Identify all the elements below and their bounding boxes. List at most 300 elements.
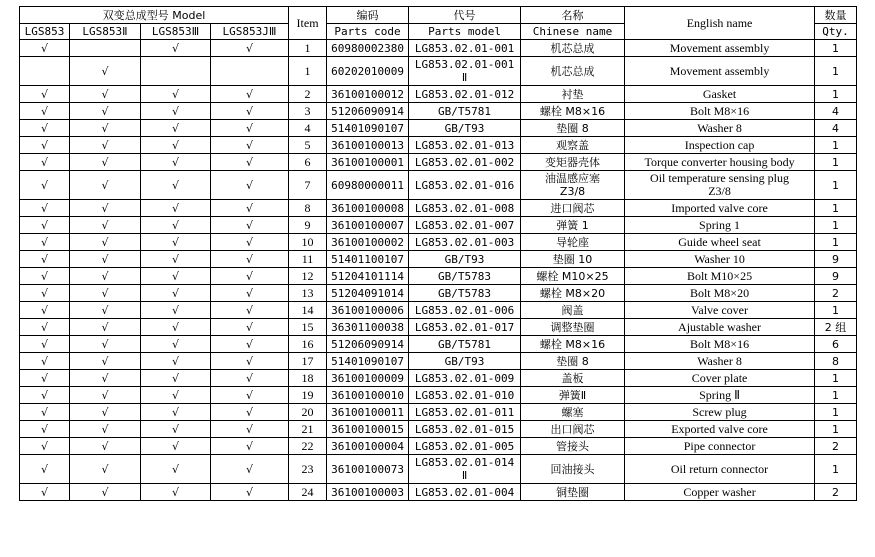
chinese-name (521, 86, 625, 103)
parts-rows (20, 40, 857, 501)
english-name (625, 40, 815, 57)
parts-model (409, 455, 521, 484)
chinese-name-line: 弹簧 1 (556, 218, 589, 232)
item-number: 1 (289, 57, 327, 86)
table-row (20, 302, 857, 319)
model-check-cell: √ (211, 171, 289, 200)
chinese-name (521, 171, 625, 200)
english-name (625, 353, 815, 370)
model-check-cell: √ (70, 268, 141, 285)
model-check-cell: √ (211, 103, 289, 120)
english-name (625, 171, 815, 200)
model-check-cell: √ (141, 421, 211, 438)
parts-code: 36100100013 (327, 137, 409, 154)
english-name-line: Spring 1 (699, 217, 741, 232)
english-name-line: Movement assembly (669, 40, 770, 55)
model-check-cell: √ (141, 251, 211, 268)
model-check-cell: √ (211, 404, 289, 421)
english-name-line: Torque converter housing body (644, 154, 795, 169)
model-check-cell: √ (141, 387, 211, 404)
chinese-name-line: 阀盖 (561, 303, 584, 317)
model-check-cell: √ (20, 171, 70, 200)
quantity: 1 (815, 302, 857, 319)
item-number: 17 (289, 353, 327, 370)
chinese-name (521, 484, 625, 501)
parts-model-suffix: Ⅱ (461, 71, 468, 84)
english-name (625, 268, 815, 285)
model-check-cell: √ (211, 353, 289, 370)
code-header-cn: 编码 (327, 7, 409, 24)
parts-model-line: GB/T93 (444, 121, 485, 135)
parts-model-line: LG853.02.01-010 (414, 388, 515, 402)
table-row (20, 438, 857, 455)
english-name-line: Oil temperature sensing plug (650, 171, 790, 185)
chinese-name-line: 回油接头 (550, 462, 595, 476)
model-check-cell: √ (141, 217, 211, 234)
model-check-cell: √ (141, 103, 211, 120)
chinese-name-line: 螺栓 M8×16 (539, 337, 606, 351)
table-row (20, 404, 857, 421)
model-check-cell: √ (70, 57, 141, 86)
model-check-cell: √ (141, 455, 211, 484)
parts-model (409, 302, 521, 319)
parts-model (409, 484, 521, 501)
model-check-cell: √ (70, 319, 141, 336)
chinese-name (521, 353, 625, 370)
item-number: 2 (289, 86, 327, 103)
item-number: 21 (289, 421, 327, 438)
chinese-name (521, 319, 625, 336)
parts-code: 51401090107 (327, 120, 409, 137)
model-header-en: Parts model (409, 24, 521, 40)
quantity: 1 (815, 200, 857, 217)
model-check-cell: √ (70, 438, 141, 455)
chinese-name (521, 370, 625, 387)
parts-code: 36100100001 (327, 154, 409, 171)
english-name-line: Screw plug (692, 404, 747, 419)
quantity: 4 (815, 103, 857, 120)
parts-model (409, 217, 521, 234)
parts-model (409, 319, 521, 336)
english-name-line: Bolt M8×16 (689, 103, 750, 118)
english-name (625, 285, 815, 302)
english-name (625, 455, 815, 484)
chinese-name (521, 438, 625, 455)
table-row (20, 200, 857, 217)
chinese-name (521, 421, 625, 438)
item-number: 8 (289, 200, 327, 217)
english-name (625, 336, 815, 353)
quantity: 1 (815, 154, 857, 171)
model-check-cell: √ (20, 285, 70, 302)
model-check-cell: √ (211, 370, 289, 387)
parts-model-line: LG853.02.01-012 (414, 87, 515, 101)
chinese-name (521, 455, 625, 484)
parts-code: 36100100012 (327, 86, 409, 103)
model-check-cell: √ (211, 455, 289, 484)
table-row (20, 40, 857, 57)
model-check-cell (211, 57, 289, 86)
model-check-cell (141, 57, 211, 86)
english-name-line: Washer 8 (697, 120, 742, 135)
table-row (20, 370, 857, 387)
table-row (20, 319, 857, 336)
english-name (625, 404, 815, 421)
parts-model-line: LG853.02.01-015 (414, 422, 515, 436)
parts-code: 51204101114 (327, 268, 409, 285)
english-name (625, 234, 815, 251)
model-check-cell: √ (20, 336, 70, 353)
english-name (625, 137, 815, 154)
chinese-name-line: 变矩器壳体 (545, 155, 601, 169)
parts-code: 36100100006 (327, 302, 409, 319)
item-number: 5 (289, 137, 327, 154)
model-check-cell: √ (70, 120, 141, 137)
model-check-cell: √ (211, 302, 289, 319)
english-name (625, 120, 815, 137)
model-check-cell: √ (211, 234, 289, 251)
model-check-cell: √ (70, 353, 141, 370)
model-check-cell: √ (20, 268, 70, 285)
quantity: 4 (815, 120, 857, 137)
chinese-name-line: 垫圈 8 (556, 354, 589, 368)
parts-code: 60980002380 (327, 40, 409, 57)
model-check-cell: √ (141, 40, 211, 57)
chinese-name (521, 217, 625, 234)
model-check-cell: √ (20, 154, 70, 171)
model-check-cell: √ (70, 370, 141, 387)
quantity: 1 (815, 217, 857, 234)
quantity: 1 (815, 455, 857, 484)
chinese-name-line: 盖板 (561, 371, 584, 385)
chinese-name-line: 螺塞 (561, 405, 584, 419)
model-check-cell: √ (70, 421, 141, 438)
model-check-cell: √ (211, 319, 289, 336)
english-name (625, 251, 815, 268)
quantity: 2 组 (815, 319, 857, 336)
model-header-cn: 代号 (409, 7, 521, 24)
parts-model-line: LG853.02.01-005 (414, 439, 515, 453)
parts-model-line: LG853.02.01-001 (414, 58, 515, 71)
parts-model (409, 137, 521, 154)
parts-model-line: LG853.02.01-016 (414, 178, 515, 192)
english-name-line: Copper washer (683, 484, 756, 499)
model-check-cell: √ (20, 200, 70, 217)
english-name-line: Spring Ⅱ (699, 387, 740, 402)
english-name-line: Oil return connector (670, 461, 769, 476)
item-number: 4 (289, 120, 327, 137)
parts-model-line: LG853.02.01-001 (414, 41, 515, 55)
parts-model-line: LG853.02.01-002 (414, 155, 515, 169)
table-row (20, 154, 857, 171)
item-number: 16 (289, 336, 327, 353)
quantity: 1 (815, 57, 857, 86)
item-number: 15 (289, 319, 327, 336)
model-check-cell: √ (20, 217, 70, 234)
english-name (625, 302, 815, 319)
quantity: 9 (815, 268, 857, 285)
model-check-cell: √ (141, 404, 211, 421)
quantity: 2 (815, 285, 857, 302)
model-check-cell: √ (211, 336, 289, 353)
chinese-name-line: 垫圈 8 (556, 121, 589, 135)
parts-code: 36100100073 (327, 455, 409, 484)
item-number: 6 (289, 154, 327, 171)
item-number: 1 (289, 40, 327, 57)
model-check-cell: √ (141, 234, 211, 251)
model-check-cell: √ (70, 336, 141, 353)
table-row (20, 171, 857, 200)
table-row (20, 86, 857, 103)
model-check-cell: √ (70, 86, 141, 103)
english-name (625, 154, 815, 171)
item-number: 23 (289, 455, 327, 484)
quantity: 1 (815, 86, 857, 103)
chinese-name-suffix: Z3/8 (559, 185, 586, 198)
quantity: 1 (815, 387, 857, 404)
item-number: 7 (289, 171, 327, 200)
english-name (625, 484, 815, 501)
chinese-name-line: 进口阀芯 (550, 201, 595, 215)
chinese-name-line: 螺栓 M8×16 (539, 104, 606, 118)
parts-model (409, 268, 521, 285)
model-check-cell: √ (70, 200, 141, 217)
chinese-name (521, 336, 625, 353)
parts-code: 51401100107 (327, 251, 409, 268)
parts-model-line: GB/T93 (444, 354, 485, 368)
parts-model (409, 370, 521, 387)
model-check-cell: √ (211, 137, 289, 154)
parts-code: 36100100011 (327, 404, 409, 421)
parts-model-line: GB/T5783 (438, 286, 492, 300)
model-check-cell: √ (211, 200, 289, 217)
parts-model (409, 353, 521, 370)
english-name-line: Movement assembly (669, 63, 770, 78)
model-check-cell: √ (141, 86, 211, 103)
chinese-name (521, 40, 625, 57)
model-check-cell: √ (211, 387, 289, 404)
parts-code: 36100100008 (327, 200, 409, 217)
parts-code: 51206090914 (327, 103, 409, 120)
english-name-line: Bolt M8×20 (689, 285, 750, 300)
english-name (625, 438, 815, 455)
chinese-name-line: 管接头 (556, 439, 590, 453)
model-check-cell: √ (141, 438, 211, 455)
english-name (625, 57, 815, 86)
chinese-name (521, 404, 625, 421)
parts-model (409, 234, 521, 251)
table-row (20, 103, 857, 120)
parts-model-line: GB/T93 (444, 252, 485, 266)
item-number: 12 (289, 268, 327, 285)
parts-model (409, 438, 521, 455)
model-check-cell: √ (211, 217, 289, 234)
quantity: 2 (815, 438, 857, 455)
chinese-name-line: 螺栓 M8×20 (539, 286, 606, 300)
parts-model (409, 421, 521, 438)
item-number: 22 (289, 438, 327, 455)
item-number: 20 (289, 404, 327, 421)
item-number: 18 (289, 370, 327, 387)
model-check-cell: √ (211, 251, 289, 268)
quantity: 1 (815, 171, 857, 200)
model-check-cell: √ (141, 171, 211, 200)
chinese-name (521, 268, 625, 285)
item-header: Item (289, 7, 327, 40)
quantity: 1 (815, 370, 857, 387)
quantity: 1 (815, 421, 857, 438)
parts-code: 51401090107 (327, 353, 409, 370)
model-check-cell: √ (70, 302, 141, 319)
parts-model-line: GB/T5781 (438, 337, 492, 351)
parts-code: 36100100009 (327, 370, 409, 387)
chinese-name (521, 200, 625, 217)
chinese-name (521, 57, 625, 86)
model-check-cell (70, 40, 141, 57)
english-name (625, 387, 815, 404)
parts-code: 36100100015 (327, 421, 409, 438)
code-header-en: Parts code (327, 24, 409, 40)
parts-code: 36100100010 (327, 387, 409, 404)
model-check-cell: √ (20, 40, 70, 57)
english-name-line: Washer 8 (697, 353, 742, 368)
item-number: 9 (289, 217, 327, 234)
model-check-cell: √ (211, 40, 289, 57)
table-row (20, 268, 857, 285)
english-name-line: Washer 10 (694, 251, 745, 266)
model-check-cell: √ (141, 319, 211, 336)
parts-model-line: LG853.02.01-003 (414, 235, 515, 249)
model-check-cell: √ (141, 484, 211, 501)
quantity: 8 (815, 353, 857, 370)
model-check-cell: √ (20, 234, 70, 251)
chinese-name (521, 234, 625, 251)
model-check-cell: √ (20, 103, 70, 120)
quantity: 1 (815, 40, 857, 57)
parts-model-line: LG853.02.01-011 (414, 405, 515, 419)
table-row (20, 285, 857, 302)
parts-code: 36100100007 (327, 217, 409, 234)
table-row (20, 120, 857, 137)
parts-model-line: LG853.02.01-004 (414, 485, 515, 499)
model-check-cell: √ (70, 404, 141, 421)
model-check-cell: √ (70, 137, 141, 154)
parts-code: 51206090914 (327, 336, 409, 353)
model-check-cell: √ (141, 302, 211, 319)
model-check-cell: √ (211, 86, 289, 103)
model-check-cell: √ (20, 251, 70, 268)
chinese-name (521, 251, 625, 268)
table-row (20, 336, 857, 353)
model-check-cell: √ (20, 319, 70, 336)
english-name-line: Pipe connector (683, 438, 756, 453)
model-group-header: 双变总成型号 Model (20, 7, 289, 24)
parts-code: 36100100002 (327, 234, 409, 251)
chinese-name-line: 机芯总成 (550, 64, 595, 78)
model-check-cell: √ (70, 154, 141, 171)
chinese-name-line: 调整垫圈 (550, 320, 595, 334)
model-check-cell: √ (20, 404, 70, 421)
table-row (20, 484, 857, 501)
english-name (625, 421, 815, 438)
model-check-cell: √ (20, 120, 70, 137)
table-row (20, 251, 857, 268)
parts-code: 60980000011 (327, 171, 409, 200)
table-row (20, 387, 857, 404)
model-header-lgs853-ii: LGS853Ⅱ (70, 24, 141, 40)
english-name (625, 217, 815, 234)
model-check-cell (20, 57, 70, 86)
model-check-cell: √ (211, 154, 289, 171)
model-check-cell: √ (70, 171, 141, 200)
model-check-cell: √ (20, 438, 70, 455)
english-name (625, 86, 815, 103)
model-check-cell: √ (70, 484, 141, 501)
parts-model (409, 57, 521, 86)
item-number: 24 (289, 484, 327, 501)
model-check-cell: √ (70, 285, 141, 302)
quantity: 6 (815, 336, 857, 353)
parts-model (409, 171, 521, 200)
model-check-cell: √ (20, 353, 70, 370)
parts-model (409, 251, 521, 268)
parts-model-line: LG853.02.01-008 (414, 201, 515, 215)
model-check-cell: √ (141, 353, 211, 370)
parts-model-line: LG853.02.01-014 (414, 456, 515, 469)
parts-model (409, 40, 521, 57)
model-check-cell: √ (141, 154, 211, 171)
english-name-line: Gasket (702, 86, 737, 101)
parts-model-line: LG853.02.01-007 (414, 218, 515, 232)
name-header-cn: 名称 (521, 7, 625, 24)
chinese-name-line: 导轮座 (556, 235, 590, 249)
parts-model (409, 200, 521, 217)
chinese-name-line: 弹簧Ⅱ (558, 388, 587, 402)
parts-model-suffix: Ⅱ (461, 469, 468, 482)
parts-model (409, 285, 521, 302)
english-name-line: Cover plate (691, 370, 748, 385)
chinese-name-line: 垫圈 10 (552, 252, 593, 266)
parts-model-line: GB/T5781 (438, 104, 492, 118)
model-check-cell: √ (70, 103, 141, 120)
parts-code: 51204091014 (327, 285, 409, 302)
model-check-cell: √ (20, 455, 70, 484)
english-name (625, 200, 815, 217)
parts-model-line: LG853.02.01-017 (414, 320, 515, 334)
name-header-en: Chinese name (521, 24, 625, 40)
item-number: 14 (289, 302, 327, 319)
parts-list-sheet (19, 6, 857, 501)
model-check-cell: √ (211, 484, 289, 501)
chinese-name (521, 154, 625, 171)
chinese-name (521, 103, 625, 120)
table-row (20, 421, 857, 438)
model-check-cell: √ (211, 438, 289, 455)
model-check-cell: √ (211, 268, 289, 285)
english-name-line: Bolt M8×16 (689, 336, 750, 351)
english-name-line: Ajustable washer (678, 319, 762, 334)
parts-model-line: LG853.02.01-009 (414, 371, 515, 385)
english-name-line: Guide wheel seat (678, 234, 761, 249)
model-check-cell: √ (211, 421, 289, 438)
english-name (625, 370, 815, 387)
english-name (625, 103, 815, 120)
chinese-name-line: 出口阀芯 (550, 422, 595, 436)
parts-model-line: GB/T5783 (438, 269, 492, 283)
parts-code: 36100100003 (327, 484, 409, 501)
model-check-cell: √ (20, 370, 70, 387)
qty-header-en: Qty. (815, 24, 857, 40)
